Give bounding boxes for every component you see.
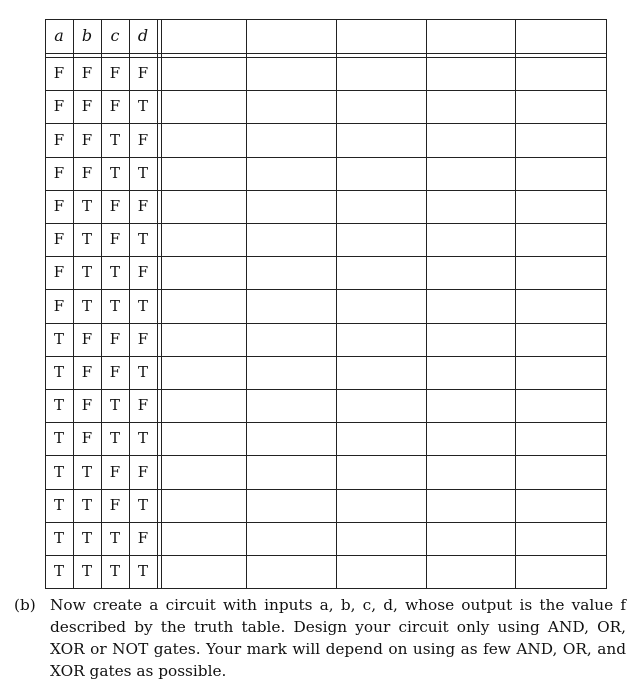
- header-cell-d: d: [137, 26, 149, 45]
- table-cell: T: [137, 164, 148, 182]
- table-cell: T: [53, 396, 64, 414]
- table-cell: F: [109, 363, 121, 381]
- table-cell: F: [81, 363, 93, 381]
- table-cell: F: [53, 197, 65, 215]
- table-cell: T: [81, 529, 92, 547]
- table-cell: T: [53, 363, 64, 381]
- part-b-question: [14, 594, 626, 682]
- header-cell-b: b: [81, 26, 93, 45]
- table-cell: F: [109, 230, 121, 248]
- column-divider-line: [157, 19, 158, 589]
- table-cell: T: [81, 496, 92, 514]
- table-cell: T: [53, 462, 64, 481]
- table-cell: T: [81, 296, 92, 315]
- table-cell: F: [137, 263, 149, 281]
- table-cell: F: [137, 396, 149, 414]
- table-cell: T: [137, 230, 148, 248]
- table-cell: T: [137, 496, 148, 514]
- table-cell: T: [109, 396, 120, 414]
- table-cell: F: [81, 97, 93, 115]
- double-separator-line: [161, 19, 162, 589]
- table-cell: T: [53, 496, 64, 514]
- table-cell: T: [53, 529, 64, 547]
- table-cell: T: [109, 296, 120, 315]
- table-cell: F: [137, 529, 149, 547]
- table-cell: T: [109, 429, 120, 447]
- table-cell: F: [109, 64, 121, 82]
- table-cell: F: [137, 462, 149, 481]
- column-divider-line: [426, 19, 427, 589]
- table-cell: F: [109, 462, 121, 481]
- table-cell: F: [109, 97, 121, 115]
- table-cell: F: [109, 496, 121, 514]
- table-cell: T: [53, 429, 64, 447]
- column-divider-line: [515, 19, 516, 589]
- table-cell: F: [81, 396, 93, 414]
- table-cell: F: [137, 330, 149, 348]
- table-cell: T: [109, 529, 120, 547]
- table-cell: T: [109, 562, 120, 580]
- table-cell: F: [53, 64, 65, 82]
- header-cell-a: a: [54, 26, 64, 45]
- table-cell: F: [53, 230, 65, 248]
- table-cell: F: [53, 164, 65, 182]
- table-cell: F: [81, 429, 93, 447]
- table-cell: F: [53, 130, 65, 149]
- column-divider-line: [246, 19, 247, 589]
- table-cell: F: [109, 330, 121, 348]
- table-cell: T: [137, 97, 148, 115]
- table-cell: F: [81, 64, 93, 82]
- table-cell: T: [137, 296, 148, 315]
- table-cell: F: [53, 296, 65, 315]
- header-cell-c: c: [110, 26, 120, 45]
- table-cell: T: [137, 363, 148, 381]
- table-cell: T: [137, 429, 148, 447]
- table-cell: T: [109, 164, 120, 182]
- table-cell: T: [81, 230, 92, 248]
- table-cell: F: [137, 64, 149, 82]
- table-cell: T: [81, 197, 92, 215]
- table-cell: T: [81, 562, 92, 580]
- table-cell: F: [81, 164, 93, 182]
- table-cell: T: [109, 130, 120, 149]
- table-cell: T: [81, 462, 92, 481]
- table-cell: T: [81, 263, 92, 281]
- column-divider-line: [336, 19, 337, 589]
- table-cell: T: [53, 330, 64, 348]
- column-divider-line: [606, 19, 607, 589]
- table-cell: T: [137, 562, 148, 580]
- table-cell: F: [137, 197, 149, 215]
- part-b-label: (b): [14, 596, 36, 614]
- part-b-text: Now create a circuit with inputs a, b, c, d, whose output is the value f described by the truth table. Design your circuit only using AND, OR, XOR or NOT gates. Your mark will depend on using as few AND, OR, and XOR gates as possible.: [50, 596, 626, 680]
- table-cell: F: [81, 130, 93, 149]
- table-cell: F: [81, 330, 93, 348]
- table-cell: T: [53, 562, 64, 580]
- table-cell: F: [137, 130, 149, 149]
- table-cell: F: [53, 263, 65, 281]
- table-cell: T: [109, 263, 120, 281]
- table-cell: F: [109, 197, 121, 215]
- table-cell: F: [53, 97, 65, 115]
